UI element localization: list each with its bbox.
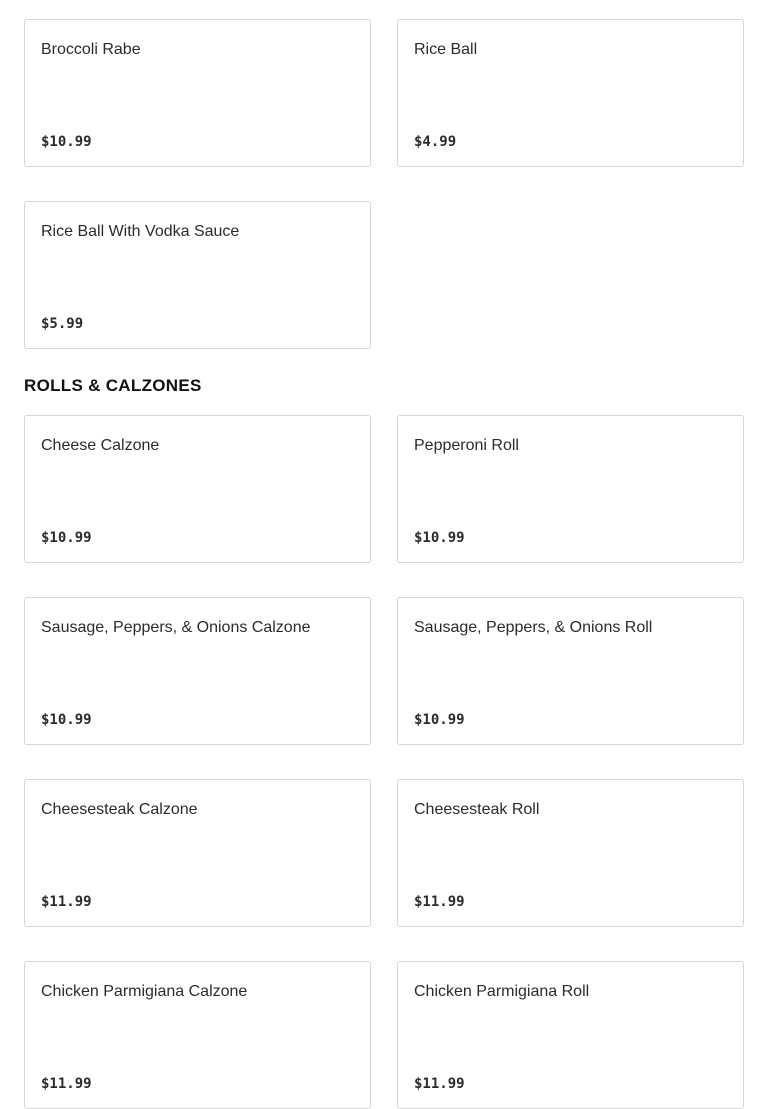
menu-item-card[interactable] [24, 597, 371, 745]
menu-item-card[interactable] [24, 201, 371, 349]
menu-item-price: $10.99 [41, 134, 92, 150]
menu-item-card[interactable] [397, 597, 744, 745]
menu-item-price: $4.99 [414, 134, 457, 150]
menu-item-price: $5.99 [41, 316, 84, 332]
menu-item-card[interactable] [24, 19, 371, 167]
menu-item-price: $11.99 [41, 1076, 92, 1092]
menu-item-price: $10.99 [41, 712, 92, 728]
menu-item-card[interactable] [397, 19, 744, 167]
menu-item-price: $10.99 [414, 712, 465, 728]
menu-item-name: Pepperoni Roll [414, 437, 519, 454]
menu-item-card[interactable] [24, 961, 371, 1109]
menu-item-name: Cheesesteak Calzone [41, 801, 198, 818]
menu-item-card[interactable] [397, 961, 744, 1109]
menu-item-name: Cheese Calzone [41, 437, 160, 454]
menu-item-name: Cheesesteak Roll [414, 801, 540, 818]
menu-item-price: $11.99 [41, 894, 92, 910]
menu-item-price: $11.99 [414, 1076, 465, 1092]
menu-item-name: Broccoli Rabe [41, 41, 141, 58]
section-title: ROLLS & CALZONES [24, 376, 202, 395]
menu-item-price: $10.99 [414, 530, 465, 546]
menu-item-card[interactable] [24, 779, 371, 927]
menu-item-price: $11.99 [414, 894, 465, 910]
menu-item-name: Rice Ball [414, 41, 478, 58]
menu-item-name: Rice Ball With Vodka Sauce [41, 223, 240, 240]
menu-item-name: Chicken Parmigiana Roll [414, 983, 590, 1000]
menu-item-name: Sausage, Peppers, & Onions Calzone [41, 619, 311, 636]
menu-item-card[interactable] [24, 415, 371, 563]
menu-item-card[interactable] [397, 415, 744, 563]
menu-item-price: $10.99 [41, 530, 92, 546]
menu-item-name: Chicken Parmigiana Calzone [41, 983, 248, 1000]
menu-item-name: Sausage, Peppers, & Onions Roll [414, 619, 653, 636]
menu-item-card[interactable] [397, 779, 744, 927]
